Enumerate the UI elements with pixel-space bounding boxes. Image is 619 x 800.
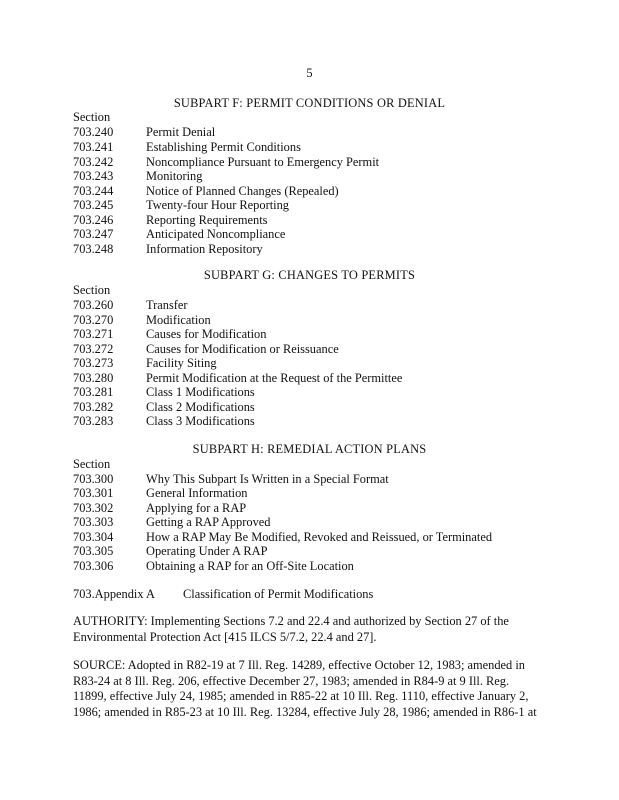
toc-row <box>73 385 255 400</box>
section-title: Establishing Permit Conditions <box>146 140 301 154</box>
toc-row <box>73 472 389 487</box>
section-number: 703.242 <box>73 155 114 169</box>
section-title: Anticipated Noncompliance <box>146 227 286 241</box>
toc-row <box>73 213 267 228</box>
section-number: 703.244 <box>73 184 114 198</box>
toc-row <box>73 486 248 501</box>
section-title: Getting a RAP Approved <box>146 515 271 529</box>
toc-row <box>73 125 215 140</box>
toc-row <box>73 198 289 213</box>
source-note <box>73 658 549 720</box>
toc-row <box>73 530 492 545</box>
toc-row <box>73 400 255 415</box>
source-line: 11899, effective July 24, 1985; amended in R85-22 at 10 Ill. Reg. 1110, effective January 2, <box>73 689 529 703</box>
section-title: Why This Subpart Is Written in a Special Format <box>146 472 389 486</box>
source-line: 1986; amended in R85-23 at 10 Ill. Reg. 13284, effective July 28, 1986; amended in R86-1 at <box>73 704 537 719</box>
section-title: Permit Modification at the Request of the Permittee <box>146 371 403 385</box>
section-number: 703.246 <box>73 213 114 227</box>
section-title: Causes for Modification or Reissuance <box>146 342 339 356</box>
section-number: 703.247 <box>73 227 114 241</box>
source-line: R83-24 at 8 Ill. Reg. 206, effective December 27, 1983; amended in R84-9 at 9 Ill. Reg. <box>73 673 510 688</box>
appendix-row <box>73 587 373 602</box>
toc-row <box>73 501 246 516</box>
section-number: 703.271 <box>73 327 114 341</box>
section-number: 703.300 <box>73 472 114 486</box>
section-number: 703.306 <box>73 559 114 573</box>
toc-row <box>73 559 354 574</box>
authority-line: Environmental Protection Act [415 ILCS 5/7.2, 22.4 and 27]. <box>73 629 377 644</box>
section-title: Twenty-four Hour Reporting <box>146 198 289 212</box>
toc-row <box>73 327 266 342</box>
section-title: Causes for Modification <box>146 327 267 341</box>
section-title: Class 2 Modifications <box>146 400 255 414</box>
section-number: 703.241 <box>73 140 114 154</box>
authority-line: AUTHORITY: Implementing Sections 7.2 and 22.4 and authorized by Section 27 of the <box>73 614 509 628</box>
toc-row <box>73 184 339 199</box>
section-number: 703.282 <box>73 400 114 414</box>
toc-row <box>73 414 255 429</box>
subpart-g-heading: SUBPART G: CHANGES TO PERMITS <box>203 268 416 282</box>
authority-note <box>73 614 549 645</box>
source-line: SOURCE: Adopted in R82-19 at 7 Ill. Reg. 14289, effective October 12, 1983; amended in <box>73 658 525 672</box>
section-title: Monitoring <box>146 169 203 183</box>
section-title: Notice of Planned Changes (Repealed) <box>146 184 339 198</box>
section-title: Information Repository <box>146 242 263 256</box>
toc-row <box>73 544 268 559</box>
section-number: 703.281 <box>73 385 114 399</box>
section-number: 703.301 <box>73 486 114 500</box>
section-number: 703.272 <box>73 342 114 356</box>
section-title: Permit Denial <box>146 125 216 139</box>
section-title: General Information <box>146 486 248 500</box>
section-number: 703.283 <box>73 414 114 428</box>
section-title: Reporting Requirements <box>146 213 268 227</box>
appendix-number: 703.Appendix A <box>73 587 155 601</box>
section-number: 703.260 <box>73 298 114 312</box>
toc-row <box>73 298 188 313</box>
section-title: Applying for a RAP <box>146 501 247 515</box>
section-title: Transfer <box>146 298 188 312</box>
section-number: 703.303 <box>73 515 114 529</box>
section-title: Operating Under A RAP <box>146 544 268 558</box>
toc-row <box>73 242 263 257</box>
section-number: 703.273 <box>73 356 114 370</box>
appendix-title: Classification of Permit Modifications <box>183 587 374 601</box>
section-number: 703.270 <box>73 313 114 327</box>
section-number: 703.243 <box>73 169 114 183</box>
toc-row <box>73 515 270 530</box>
subpart-g-section-label: Section <box>73 283 111 297</box>
section-title: Class 1 Modifications <box>146 385 255 399</box>
toc-row <box>73 371 402 386</box>
section-number: 703.248 <box>73 242 114 256</box>
section-title: Facility Siting <box>146 356 217 370</box>
toc-row <box>73 227 285 242</box>
section-title: How a RAP May Be Modified, Revoked and Reissued, or Terminated <box>146 530 493 544</box>
toc-row <box>73 169 202 184</box>
subpart-f-section-label: Section <box>73 110 111 124</box>
page-number: 5 <box>306 66 313 80</box>
toc-row <box>73 155 379 170</box>
section-number: 703.305 <box>73 544 114 558</box>
toc-row <box>73 313 211 328</box>
section-title: Modification <box>146 313 211 327</box>
section-number: 703.302 <box>73 501 114 515</box>
subpart-f-heading: SUBPART F: PERMIT CONDITIONS OR DENIAL <box>173 96 446 110</box>
subpart-h-section-label: Section <box>73 457 111 471</box>
section-title: Noncompliance Pursuant to Emergency Permit <box>146 155 380 169</box>
toc-row <box>73 356 217 371</box>
toc-row <box>73 140 301 155</box>
subpart-h-heading: SUBPART H: REMEDIAL ACTION PLANS <box>192 442 427 456</box>
section-title: Class 3 Modifications <box>146 414 255 428</box>
section-number: 703.280 <box>73 371 114 385</box>
section-number: 703.245 <box>73 198 114 212</box>
section-title: Obtaining a RAP for an Off-Site Location <box>146 559 354 573</box>
toc-row <box>73 342 339 357</box>
section-number: 703.304 <box>73 530 114 544</box>
section-number: 703.240 <box>73 125 114 139</box>
